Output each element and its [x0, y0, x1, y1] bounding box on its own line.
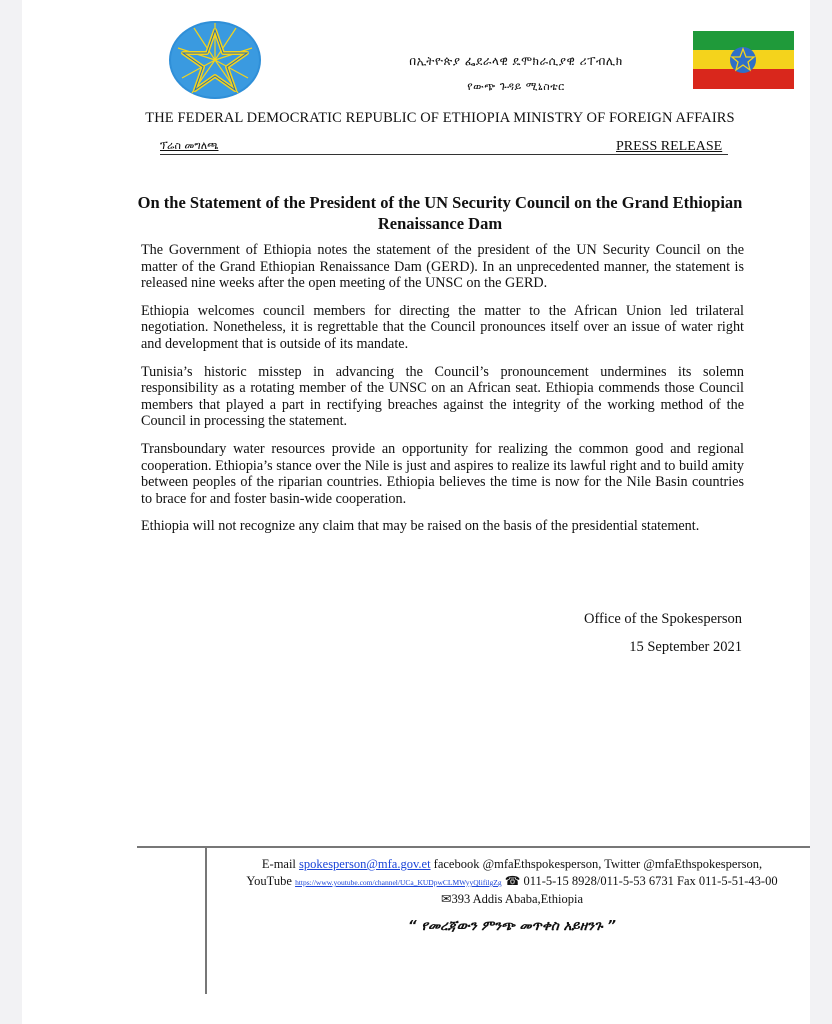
footer-rule [137, 846, 810, 848]
ethiopian-flag-icon [693, 31, 794, 89]
press-release-rule [160, 154, 728, 155]
footer-line-2 [216, 873, 808, 891]
email-link[interactable]: spokesperson@mfa.gov.et [299, 857, 431, 871]
signature-office: Office of the Spokesperson [584, 611, 742, 627]
footer-divider [205, 846, 207, 994]
youtube-link[interactable]: https://www.youtube.com/channel/UCa_KUDpwCLMWyyQlifilgZg [295, 878, 502, 887]
mailbox-icon: ✉ [440, 892, 452, 906]
body-text [141, 242, 744, 546]
paragraph: Tunisia’s historic misstep in advancing the Council’s pronouncement undermines its solemn responsibility as a rotating member of the UNSC on an African seat. Ethiopia commends those Council members that played a part in rectifying breaches against the integrity of the working method of the Council in processing the statement. [141, 363, 744, 430]
phone-numbers: 011-5-15 8928/011-5-53 6731 Fax 011-5-51-43-00 [523, 874, 778, 888]
phone-icon: ☎ [504, 874, 521, 888]
paragraph: Ethiopia welcomes council members for directing the matter to the African Union led trilateral negotiation. Nonetheless, it is regrettable that the Council pronounces itself over an issue of water right and development that is outside of its mandate. [141, 302, 744, 352]
email-label: E-mail [261, 857, 296, 871]
paragraph: Transboundary water resources provide an opportunity for realizing the common good and regional cooperation. Ethiopia’s stance over the Nile is just and aspires to realize its lawful right and to build amity between peoples of the riparian countries. Ethiopia believes the time is now for the Nile Basin countries to brace for and foster basin-wide cooperation. [141, 440, 744, 507]
signature-date: 15 September 2021 [629, 639, 742, 655]
footer-line-3 [216, 891, 808, 908]
press-release-label: PRESS RELEASE [616, 139, 723, 154]
document-page [22, 0, 810, 1024]
press-release-amharic: ፕሬስ መግለጫ [160, 139, 219, 152]
ministry-title: THE FEDERAL DEMOCRATIC REPUBLIC OF ETHIOPIA MINISTRY OF FOREIGN AFFAIRS [145, 110, 735, 126]
youtube-label: YouTube [246, 874, 292, 888]
paragraph: The Government of Ethiopia notes the statement of the president of the UN Security Council on the matter of the Grand Ethiopian Renaissance Dam (GERD). In an unprecedented manner, the statement is released nine weeks after the open meeting of the UNSC on the GERD. [141, 242, 744, 292]
amharic-ministry-title: የውጭ ጉዳይ ሚኒስቴር [467, 80, 565, 93]
footer-line-1 [216, 856, 808, 873]
headline: On the Statement of the President of the UN Security Council on the Grand Ethiopian Renaissance Dam [137, 193, 743, 233]
motto: “ የመረጃውን ምንጭ መጥቀስ አይዘንጉ ” [407, 918, 616, 934]
social-handles: facebook @mfaEthspokesperson, Twitter @mfaEthspokesperson, [433, 857, 763, 871]
address: 393 Addis Ababa,Ethiopia [451, 892, 584, 906]
paragraph: Ethiopia will not recognize any claim that may be raised on the basis of the presidential statement. [141, 518, 700, 535]
amharic-country-title: በኢትዮጵያ ፌደራላዊ ዴሞክራሲያዊ ሪፐብሊክ [409, 54, 623, 68]
footer-contacts [216, 856, 808, 908]
